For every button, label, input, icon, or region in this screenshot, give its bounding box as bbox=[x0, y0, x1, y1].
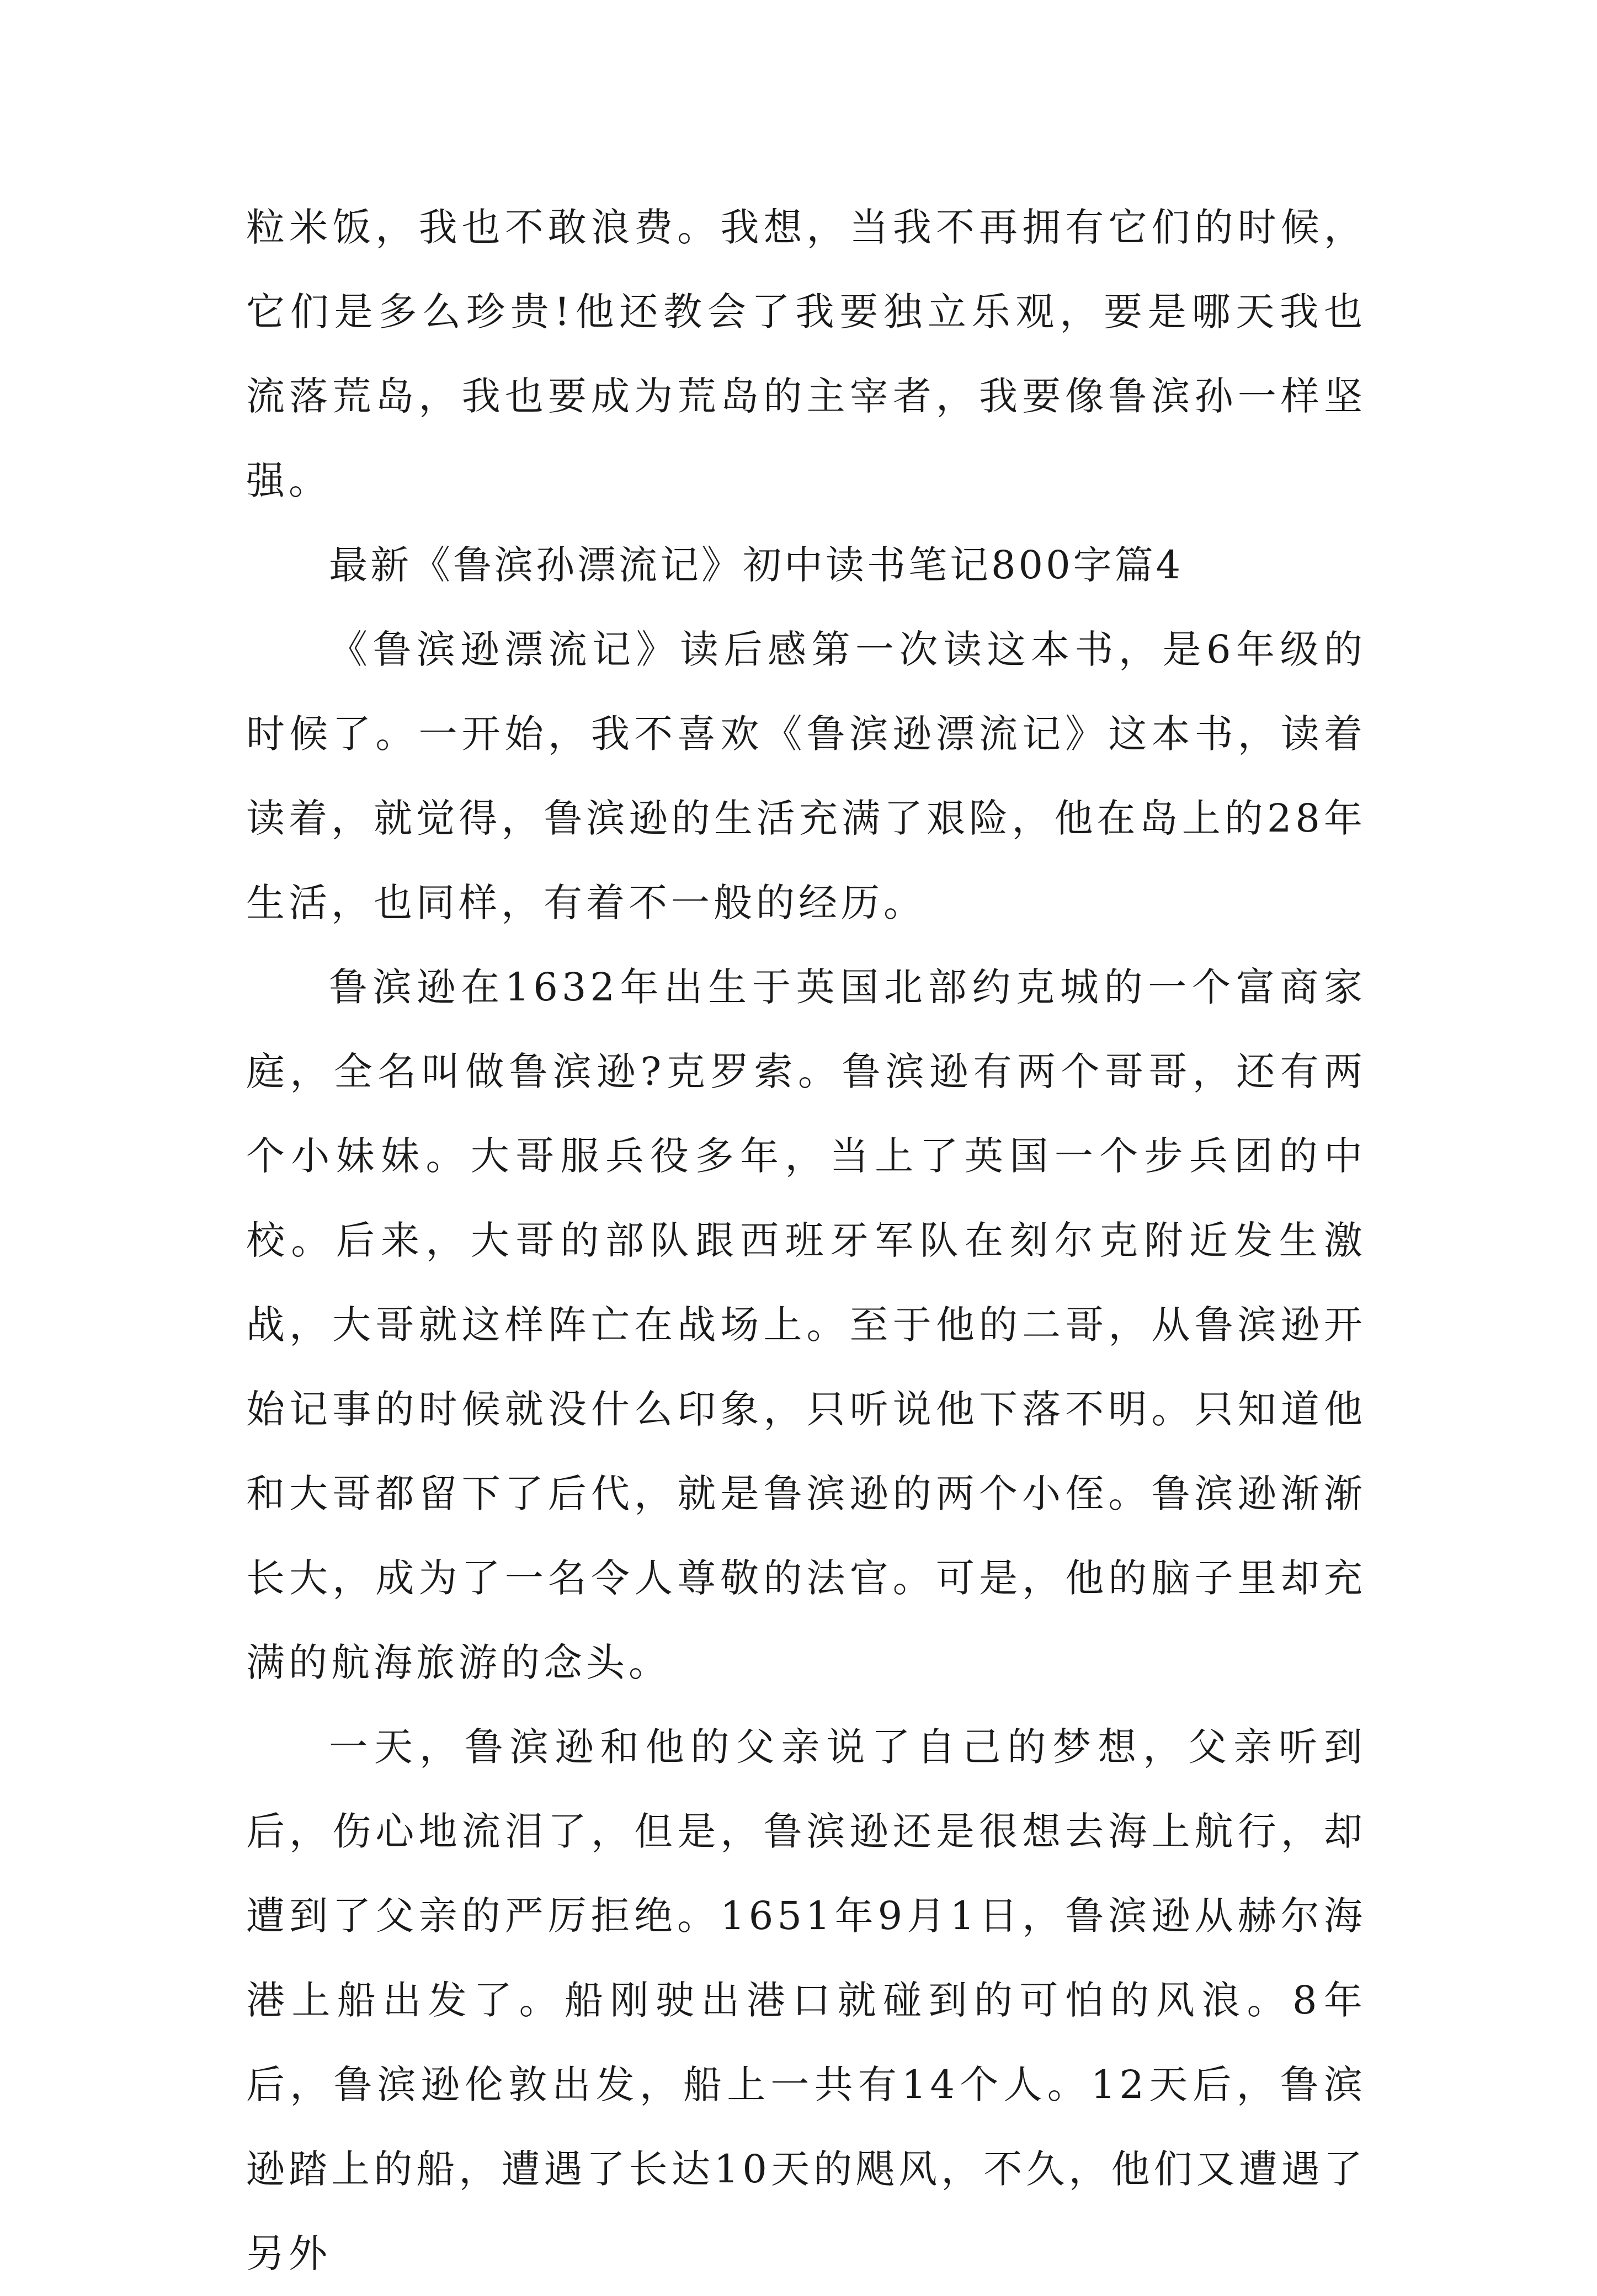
paragraph-background: 鲁滨逊在1632年出生于英国北部约克城的一个富商家庭，全名叫做鲁滨逊?克罗索。鲁滨逊有两个哥哥，还有两个小妹妹。大哥服兵役多年，当上了英国一个步兵团的中校。后来，大哥的部队跟西班牙军队在刻尔克附近发生激战，大哥就这样阵亡在战场上。至于他的二哥，从鲁滨逊开始记事的时候就没什么印象，只听说他下落不明。只知道他和大哥都留下了后代，就是鲁滨逊的两个小侄。鲁滨逊渐渐长大，成为了一名令人尊敬的法官。可是，他的脑子里却充满的航海旅游的念头。 bbox=[246, 965, 1366, 1685]
paragraph-intro: 《鲁滨逊漂流记》读后感第一次读这本书，是6年级的时候了。一开始，我不喜欢《鲁滨逊漂流记》这本书，读着读着，就觉得，鲁滨逊的生活充满了艰险，他在岛上的28年生活，也同样，有着不一般的经历。 bbox=[246, 627, 1366, 925]
paragraph-continuation: 粒米饭，我也不敢浪费。我想，当我不再拥有它们的时候，它们是多么珍贵!他还教会了我要独立乐观，要是哪天我也流落荒岛，我也要成为荒岛的主宰者，我要像鲁滨孙一样坚强。 bbox=[246, 205, 1366, 503]
section-heading: 最新《鲁滨孙漂流记》初中读书笔记800字篇4 bbox=[329, 542, 1184, 588]
document-body bbox=[246, 185, 1366, 2296]
paragraph-voyage: 一天，鲁滨逊和他的父亲说了自己的梦想，父亲听到后，伤心地流泪了，但是，鲁滨逊还是很想去海上航行，却遭到了父亲的严厉拒绝。1651年9月1日，鲁滨逊从赫尔海港上船出发了。船刚驶出港口就碰到的可怕的风浪。8年后，鲁滨逊伦敦出发，船上一共有14个人。12天后，鲁滨逊踏上的船，遭遇了长达10天的飓风，不久，他们又遭遇了另外 bbox=[246, 1724, 1366, 2276]
